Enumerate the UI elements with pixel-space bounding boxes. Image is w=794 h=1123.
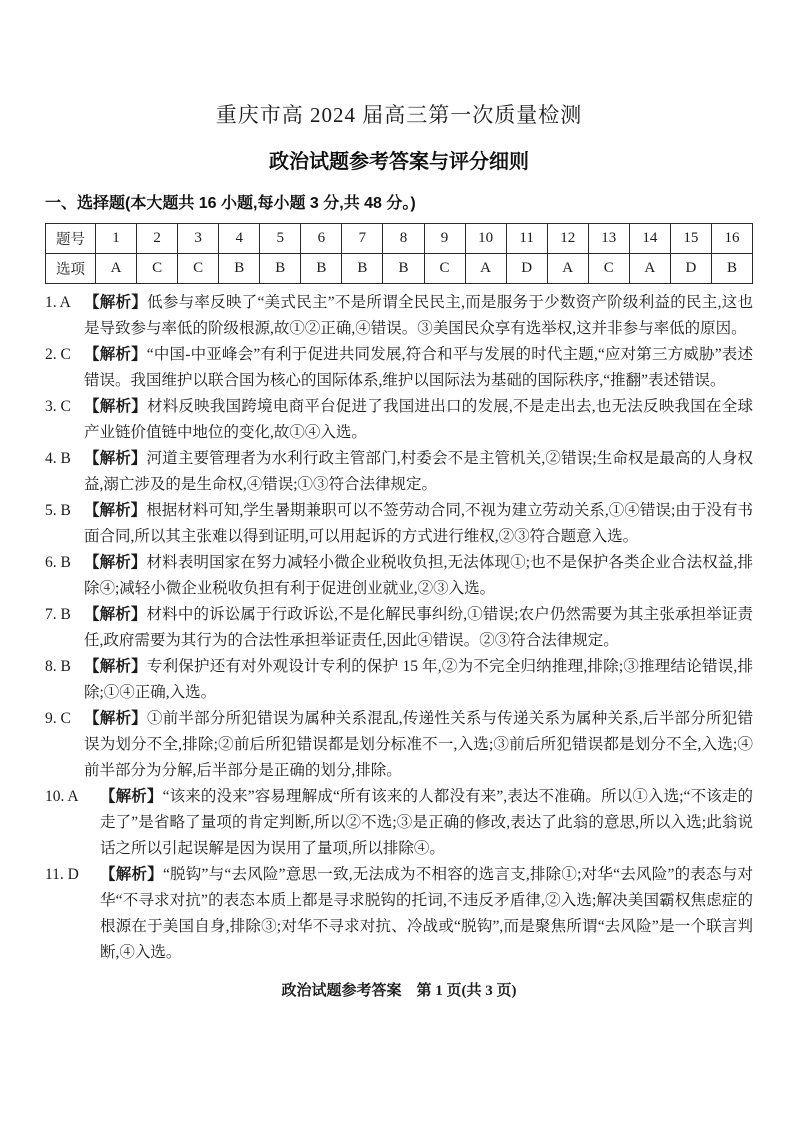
explanation-text: [84, 342, 753, 394]
question-answer-marker: 3. C: [45, 398, 71, 415]
table-row-question-numbers: [46, 224, 753, 254]
explanation-text: [100, 862, 753, 966]
table-row-answer-options: [46, 254, 753, 284]
answer-option-cell: A: [96, 254, 137, 284]
question-number-cell: 6: [301, 224, 342, 254]
question-number-cell: 2: [137, 224, 178, 254]
question-answer-marker: 2. C: [45, 346, 71, 363]
answer-option-cell: B: [301, 254, 342, 284]
explanation-text: [84, 706, 753, 784]
explanation-item-9: [45, 706, 753, 784]
explanation-text: [84, 446, 753, 498]
analysis-label: 【解析】: [84, 450, 147, 467]
section-heading-multiple-choice: 一、选择题(本大题共 16 小题,每小题 3 分,共 48 分。): [45, 195, 416, 212]
analysis-label: 【解析】: [100, 866, 163, 883]
question-answer-marker: 8. B: [45, 658, 71, 675]
answer-option-cell: B: [342, 254, 383, 284]
question-number-cell: 12: [547, 224, 588, 254]
explanation-text: [84, 550, 753, 602]
answer-option-cell: C: [178, 254, 219, 284]
explanation-item-3: [45, 394, 753, 446]
question-number-cell: 13: [588, 224, 629, 254]
document-subtitle: 政治试题参考答案与评分细则: [269, 151, 529, 173]
analysis-label: 【解析】: [84, 658, 147, 675]
question-answer-marker: 9. C: [45, 710, 71, 727]
explanation-text: [84, 602, 753, 654]
explanation-body-text: 专利保护还有对外观设计专利的保护 15 年,②为不完全归纳推理,排除;③推理结论错误,排除;①④正确,入选。: [84, 658, 753, 701]
explanation-item-11: [45, 862, 753, 966]
question-answer-marker: 1. A: [45, 294, 71, 311]
explanation-item-5: [45, 498, 753, 550]
explanation-item-10: [45, 784, 753, 862]
answer-option-cell: B: [711, 254, 752, 284]
explanation-body-text: 河道主要管理者为水利行政主管部门,村委会不是主管机关,②错误;生命权是最高的人身权益,溺亡涉及的是生命权,④错误;①③符合法律规定。: [84, 450, 753, 493]
answer-option-cell: D: [506, 254, 547, 284]
explanation-item-6: [45, 550, 753, 602]
question-number-cell: 16: [711, 224, 752, 254]
question-number-cell: 10: [465, 224, 506, 254]
explanation-item-4: [45, 446, 753, 498]
explanation-body-text: 材料中的诉讼属于行政诉讼,不是化解民事纠纷,①错误;农户仍然需要为其主张承担举证责任,政府需要为其行为的合法性承担举证责任,因此④错误。②③符合法律规定。: [84, 606, 753, 649]
answer-key-table: [45, 223, 753, 284]
answer-option-cell: B: [260, 254, 301, 284]
question-number-cell: 9: [424, 224, 465, 254]
explanation-list: [45, 290, 753, 966]
explanation-text: [84, 290, 753, 342]
question-number-cell: 11: [506, 224, 547, 254]
question-answer-marker: 5. B: [45, 502, 71, 519]
page-footer: 政治试题参考答案 第 1 页(共 3 页): [281, 983, 517, 999]
question-number-cell: 7: [342, 224, 383, 254]
analysis-label: 【解析】: [84, 710, 147, 727]
explanation-text: [84, 498, 753, 550]
question-answer-marker: 6. B: [45, 554, 71, 571]
explanation-item-7: [45, 602, 753, 654]
explanation-text: [100, 784, 753, 862]
explanation-item-8: [45, 654, 753, 706]
explanation-text: [84, 654, 753, 706]
question-number-cell: 5: [260, 224, 301, 254]
answer-option-cell: C: [588, 254, 629, 284]
question-number-cell: 3: [178, 224, 219, 254]
explanation-body-text: “中国-中亚峰会”有利于促进共同发展,符合和平与发展的时代主题,“应对第三方威胁”表述错误。我国维护以联合国为核心的国际体系,维护以国际法为基础的国际秩序,“推翻”表述错误。: [84, 346, 753, 389]
analysis-label: 【解析】: [84, 346, 147, 363]
explanation-body-text: 根据材料可知,学生暑期兼职可以不签劳动合同,不视为建立劳动关系,①④错误;由于没有书面合同,所以其主张难以得到证明,可以用起诉的方式进行维权,②③符合题意入选。: [84, 502, 753, 545]
analysis-label: 【解析】: [84, 554, 147, 571]
explanation-body-text: 材料反映我国跨境电商平台促进了我国进出口的发展,不是走出去,也无法反映我国在全球产业链价值链中地位的变化,故①④入选。: [84, 398, 753, 441]
explanation-body-text: 材料表明国家在努力减轻小微企业税收负担,无法体现①;也不是保护各类企业合法权益,排除④;减轻小微企业税收负担有利于促进创业就业,②③入选。: [84, 554, 753, 597]
explanation-item-2: [45, 342, 753, 394]
answer-option-cell: D: [670, 254, 711, 284]
answer-option-cell: B: [219, 254, 260, 284]
explanation-body-text: “该来的没来”容易理解成“所有该来的人都没有来”,表达不准确。所以①入选;“不该走的走了”是省略了量项的肯定判断,所以②不选;③是正确的修改,表达了此翁的意思,所以入选;此翁说话之所以引起误解是因为误用了量项,所以排除④。: [100, 788, 753, 857]
question-answer-marker: 4. B: [45, 450, 71, 467]
answer-option-cell: B: [383, 254, 424, 284]
explanation-text: [84, 394, 753, 446]
question-number-cell: 8: [383, 224, 424, 254]
explanation-item-1: [45, 290, 753, 342]
question-number-cell: 14: [629, 224, 670, 254]
answer-option-cell: C: [137, 254, 178, 284]
question-number-cell: 1: [96, 224, 137, 254]
question-answer-marker: 11. D: [45, 866, 79, 883]
answer-option-cell: A: [547, 254, 588, 284]
analysis-label: 【解析】: [84, 606, 147, 623]
analysis-label: 【解析】: [84, 502, 147, 519]
answer-option-cell: A: [465, 254, 506, 284]
question-number-cell: 4: [219, 224, 260, 254]
analysis-label: 【解析】: [84, 398, 147, 415]
explanation-body-text: “脱钩”与“去风险”意思一致,无法成为不相容的选言支,排除①;对华“去风险”的表态与对华“不寻求对抗”的表态本质上都是寻求脱钩的托词,不违反矛盾律,②入选;解决美国霸权焦虑症的根源在于美国自身,排除③;对华不寻求对抗、冷战或“脱钩”,而是聚焦所谓“去风险”是一个联言判断,④入选。: [100, 866, 753, 961]
answer-option-cell: C: [424, 254, 465, 284]
explanation-body-text: ①前半部分所犯错误为属种关系混乱,传递性关系与传递关系为属种关系,后半部分所犯错误为划分不全,排除;②前后所犯错误都是划分标准不一,入选;③前后所犯错误都是划分不全,入选;④前半部分为分解,后半部分是正确的划分,排除。: [84, 710, 753, 779]
row-header-option: 选项: [46, 254, 96, 284]
question-answer-marker: 7. B: [45, 606, 71, 623]
document-title: 重庆市高 2024 届高三第一次质量检测: [215, 103, 583, 127]
question-number-cell: 15: [670, 224, 711, 254]
question-answer-marker: 10. A: [45, 788, 79, 805]
analysis-label: 【解析】: [100, 788, 163, 805]
row-header-question-number: 题号: [46, 224, 96, 254]
answer-option-cell: A: [629, 254, 670, 284]
explanation-body-text: 低参与率反映了“美式民主”不是所谓全民民主,而是服务于少数资产阶级利益的民主,这也是导致参与率低的阶级根源,故①②正确,④错误。③美国民众享有选举权,这并非参与率低的原因。: [84, 294, 753, 337]
analysis-label: 【解析】: [84, 294, 148, 311]
